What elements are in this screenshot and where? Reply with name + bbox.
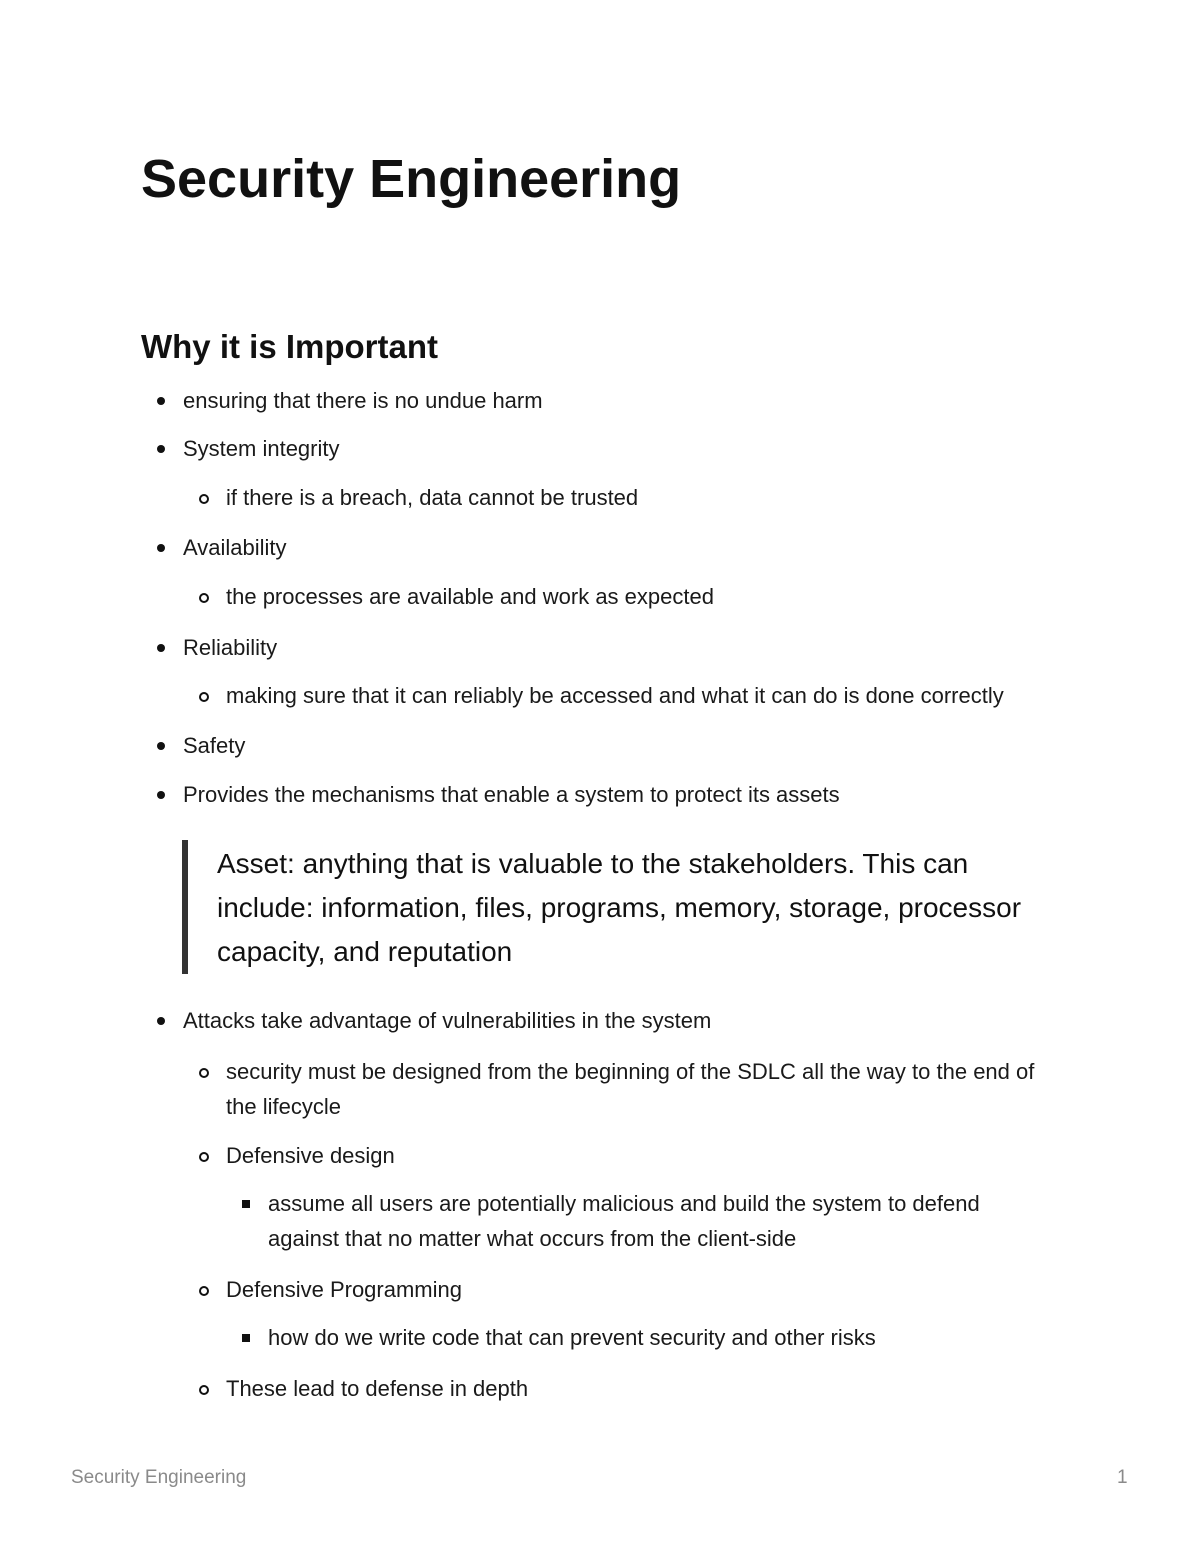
bullet-circle-icon (199, 494, 209, 504)
bullet-disc-icon (157, 544, 165, 552)
bullet-disc-icon (157, 445, 165, 453)
list-item: Defensive design (226, 1143, 395, 1168)
list-item: making sure that it can reliably be accessed and what it can do is done correctly (226, 683, 1004, 708)
list-item: security must be designed from the beginning of the SDLC all the way to the end of the lifecycle (226, 1059, 1035, 1119)
bullet-disc-icon (157, 791, 165, 799)
list-item: Availability (183, 535, 287, 560)
list-item: These lead to defense in depth (226, 1376, 529, 1401)
bullet-disc-icon (157, 397, 165, 405)
bullet-circle-icon (199, 1385, 209, 1395)
list-item: the processes are available and work as expected (226, 584, 714, 609)
section-heading: Why it is Important (141, 328, 438, 365)
list-item: Attacks take advantage of vulnerabilities in the system (183, 1008, 712, 1033)
page-number: 1 (1117, 1467, 1128, 1488)
bullet-square-icon (242, 1334, 250, 1342)
bullet-circle-icon (199, 593, 209, 603)
bullet-circle-icon (199, 1068, 209, 1078)
list-item: assume all users are potentially malicious and build the system to defend against that no matter what occurs from the client-side (268, 1191, 980, 1251)
bullet-circle-icon (199, 1286, 209, 1296)
list-item: Safety (183, 733, 246, 758)
list-item: Provides the mechanisms that enable a system to protect its assets (183, 782, 840, 807)
list-item: if there is a breach, data cannot be trusted (226, 485, 639, 510)
bullet-disc-icon (157, 644, 165, 652)
blockquote-bar (182, 840, 188, 974)
document-title: Security Engineering (141, 149, 682, 209)
bullet-disc-icon (157, 1017, 165, 1025)
list-item: ensuring that there is no undue harm (183, 388, 543, 413)
bullet-disc-icon (157, 742, 165, 750)
list-item: Defensive Programming (226, 1277, 462, 1302)
list-item: System integrity (183, 436, 340, 461)
bullet-circle-icon (199, 1152, 209, 1162)
footer-title: Security Engineering (71, 1467, 247, 1488)
blockquote-text: Asset: anything that is valuable to the stakeholders. This can include: information, files, programs, memory, storage, processor capacity, and reputation (217, 848, 1022, 967)
bullet-square-icon (242, 1200, 250, 1208)
bullet-circle-icon (199, 692, 209, 702)
list-item: Reliability (183, 635, 278, 660)
list-item: how do we write code that can prevent security and other risks (268, 1325, 876, 1350)
